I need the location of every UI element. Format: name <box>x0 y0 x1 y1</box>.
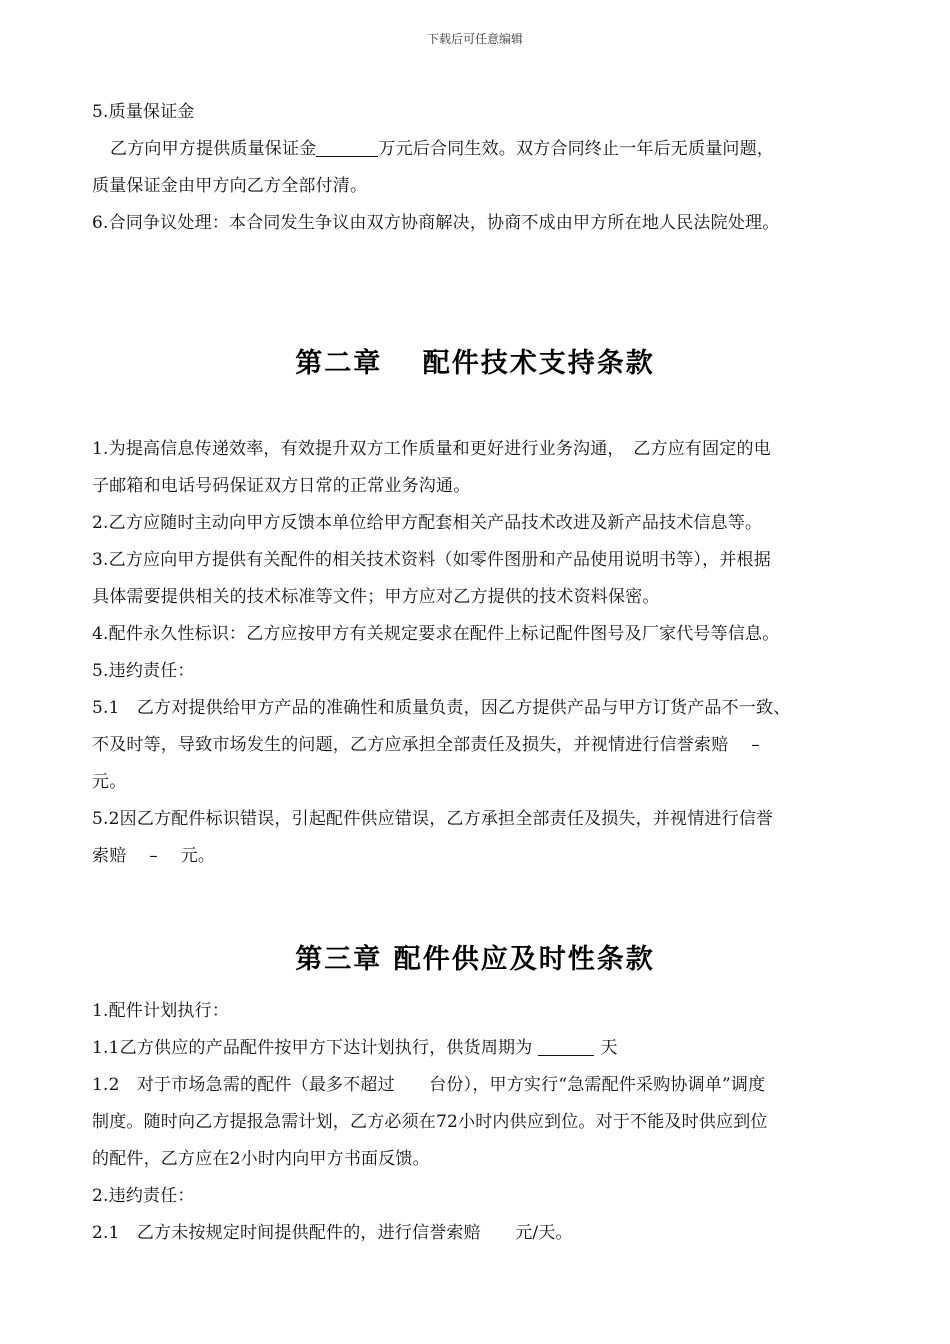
ch3-line-2-end: 天 <box>600 1038 618 1058</box>
chapter2-body <box>92 431 862 875</box>
ch2-line-9: 不及时等，导致市场发生的问题，乙方应承担全部责任及损失，并视情进行信誉索赔 – <box>92 735 760 755</box>
ch3-line-2 <box>92 1030 862 1067</box>
ch2-line-1: 1.为提高信息传递效率，有效提升双方工作质量和更好进行业务沟通， 乙方应有固定的电 <box>92 439 771 459</box>
ch2-line-3: 2.乙方应随时主动向甲方反馈本单位给甲方配套相关产品技术改进及新产品技术信息等。 <box>92 513 763 533</box>
ch2-line-8: 5.1 乙方对提供给甲方产品的准确性和质量负责，因乙方提供产品与甲方订货产品不一致、 <box>92 698 791 718</box>
item5-line1 <box>92 131 862 168</box>
ch2-line-11: 5.2因乙方配件标识错误，引起配件供应错误，乙方承担全部责任及损失，并视情进行信誉 <box>92 809 774 829</box>
item5-line1-end: 万元后合同生效。双方合同终止一年后无质量问题， <box>378 139 775 159</box>
page-header: 下载后可任意编辑 <box>426 32 523 46</box>
chapter3-body <box>92 993 862 1252</box>
ch3-line-3: 1.2 对于市场急需的配件（最多不超过 台份），甲方实行“急需配件采购协调单”调度 <box>92 1075 766 1095</box>
item6-dispute: 6.合同争议处理：本合同发生争议由双方协商解决，协商不成由甲方所在地人民法院处理。 <box>92 213 780 233</box>
supply-cycle-blank[interactable] <box>538 1037 594 1056</box>
ch3-line-1: 1.配件计划执行： <box>92 1001 230 1021</box>
ch3-line-2-start: 1.1乙方供应的产品配件按甲方下达计划执行，供货周期为 <box>92 1038 533 1058</box>
ch2-line-12: 索赔 – 元。 <box>92 846 216 866</box>
section-quality-deposit <box>92 94 862 242</box>
item5-line1-start: 乙方向甲方提供质量保证金 <box>110 139 317 159</box>
item5-line2: 质量保证金由甲方向乙方全部付清。 <box>92 176 368 196</box>
ch3-line-5: 的配件，乙方应在2小时内向甲方书面反馈。 <box>92 1149 430 1169</box>
ch2-line-6: 4.配件永久性标识：乙方应按甲方有关规定要求在配件上标记配件图号及厂家代号等信息。 <box>92 624 780 644</box>
ch2-line-5: 具体需要提供相关的技术标准等文件；甲方应对乙方提供的技术资料保密。 <box>92 587 660 607</box>
ch2-line-4: 3.乙方应向甲方提供有关配件的相关技术资料（如零件图册和产品使用说明书等），并根据 <box>92 550 771 570</box>
item5-title: 5.质量保证金 <box>92 102 195 122</box>
ch3-line-7: 2.1 乙方未按规定时间提供配件的，进行信誉索赔 元/天。 <box>92 1223 573 1243</box>
chapter3-title: 第三章 配件供应及时性条款 <box>295 944 655 975</box>
ch2-line-2: 子邮箱和电话号码保证双方日常的正常业务沟通。 <box>92 476 471 496</box>
deposit-amount-blank[interactable] <box>316 138 378 157</box>
ch3-line-6: 2.违约责任： <box>92 1186 195 1206</box>
chapter2-title: 第二章 配件技术支持条款 <box>295 348 655 379</box>
ch2-line-10: 元。 <box>92 772 127 792</box>
ch2-line-7: 5.违约责任： <box>92 661 195 681</box>
ch3-line-4: 制度。随时向乙方提报急需计划，乙方必须在72小时内供应到位。对于不能及时供应到位 <box>92 1112 768 1132</box>
